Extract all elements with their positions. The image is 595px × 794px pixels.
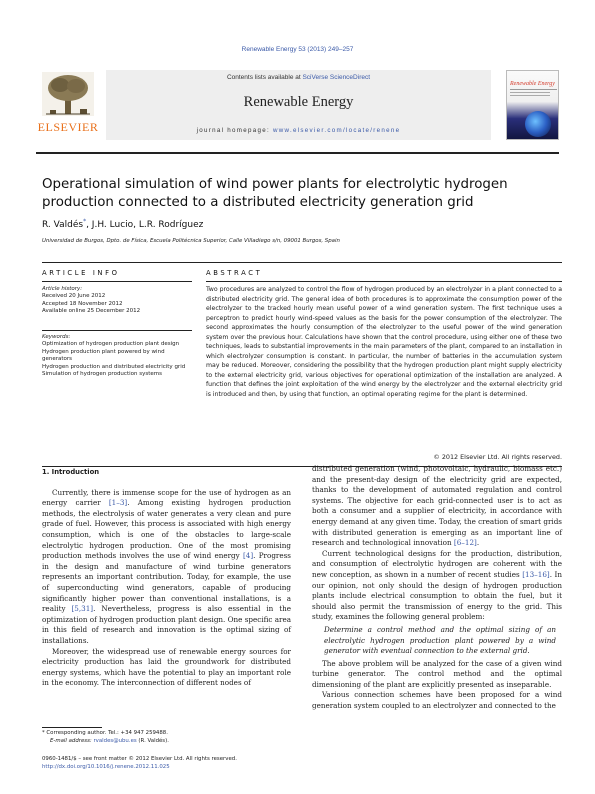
paragraph: Moreover, the widespread use of renewable energy sources for electricity production has laid the groundwork for distributed energy systems, which have the potential to play an important role in the economy. The interconnection of different nodes of — [42, 646, 291, 688]
history-label: Article history: — [42, 286, 83, 292]
keyword: Hydrogen production plant powered by wind generators — [42, 348, 165, 363]
elsevier-logo[interactable] — [36, 68, 100, 140]
info-rule — [42, 281, 192, 282]
keyword: Hydrogen production and distributed electricity grid — [42, 363, 186, 370]
body-left-column — [42, 467, 291, 689]
received-date: Received 20 June 2012 — [42, 293, 106, 300]
paragraph: The above problem will be analyzed for the case of a given wind turbine generator. The control method and the optimal dimensioning of the plant are explicitly presented as inseparable. — [312, 658, 562, 689]
paragraph: distributed generation (wind, photovoltaic, hydraulic, biomass etc.) and the present-day design of the electricity grid are expected, thanks to the development of automated regulation and control systems. The objective for each grid-connected user is to act as both a consumer and a supplier of electricity, in accordance with energy demand at any given time. Today, the creation of smart grids with distributed generation is emerging as an important line of research and technological innovation [6–12]. — [312, 464, 562, 548]
online-date: Available online 25 December 2012 — [42, 308, 141, 315]
cover-title: Renewable Energy — [510, 81, 555, 87]
copyright-notice: © 2012 Elsevier Ltd. All rights reserved. — [433, 453, 562, 461]
contents-line — [106, 74, 491, 81]
journal-citation[interactable]: Renewable Energy 53 (2013) 249–257 — [241, 46, 354, 53]
abstract-text: Two procedures are analyzed to control the flow of hydrogen produced by an electrolyzer in a plant connected to a distributed electricity grid. The general idea of both procedures is to approximate the consumption power of the electrolyzer to the tracked hourly mean useful power of a wind generation system. The first technique uses a perceptron to predict hourly wind-speed values as the basis for the power consumption of the electrolyzer. The second approximates the hourly consumption of the electrolyzer to the useful power of the wind generation system over the previous hour. Calculations have shown that the control procedure, using either one of these two techniques, leads to substantial improvements in the main parameters of the plant, compared to an installation in which electrolyzer consumption is constant. In particular, the number of batteries in the accumulation system may be reduced. Moreover, considering the possibility that the hydrogen production plant might supply electricity to the external electricity grid, various objectives for operational optimization of the installation are analyzed. A function that defines the joint exploitation of the wind energy by the electrolyzer and the external electricity grid is introduced and then, by using that function, an optimal operating regime for the plant is determined. — [206, 286, 562, 399]
body-right-column — [312, 464, 562, 712]
journal-title: Renewable Energy — [243, 94, 354, 110]
authors — [42, 218, 203, 230]
journal-cover-image[interactable] — [506, 70, 559, 140]
email-link[interactable]: rvaldes@ubu.es — [93, 737, 137, 744]
title-rule — [42, 262, 562, 263]
citation-link[interactable]: [1–3] — [108, 498, 128, 508]
corresponding-author-note: * Corresponding author. Tel.: +34 947 259488. — [42, 730, 168, 736]
paper-title: Operational simulation of wind power plants for electrolytic hydrogen production connected to a distributed electricity generation grid — [42, 177, 508, 210]
accepted-date: Accepted 18 November 2012 — [42, 300, 123, 307]
author-rest: , J.H. Lucio, L.R. Rodríguez — [86, 220, 204, 230]
section-heading-introduction: 1. Introduction — [42, 468, 100, 476]
email-line: E-mail address: rvaldes@ubu.es (R. Valdés). — [50, 737, 169, 744]
article-history — [42, 286, 192, 316]
keywords — [42, 334, 192, 378]
sciencedirect-link[interactable]: SciVerse ScienceDirect — [302, 74, 371, 81]
citation-link[interactable]: [5,31] — [71, 604, 94, 614]
footnote-rule — [42, 727, 102, 728]
citation-link[interactable]: [13–16] — [522, 569, 550, 579]
abstract-rule — [206, 281, 562, 282]
affiliation: Universidad de Burgos, Dpto. de Física, Escuela Politécnica Superior, Calle Villadiego s/n, 09001 Burgos, Spain — [42, 238, 340, 244]
paragraph: Current technological designs for the production, distribution, and consumption of electrolytic hydrogen are coherent with the new conception, as shown in a number of recent studies [13–16]. In our opinion, not only should the design of hydrogen production plants include electrical consumption to obtain the fuel, but it should also permit the transmission of energy to the grid. This study, examines the following general problem: — [312, 548, 562, 622]
contents-prefix: Contents lists available at — [226, 74, 303, 81]
doi-link[interactable]: http://dx.doi.org/10.1016/j.renene.2012.11.025 — [42, 763, 170, 770]
paragraph: Currently, there is immense scope for the use of hydrogen as an energy carrier [1–3]. Among existing hydrogen production methods, the electrolysis of water generates a very clean and pure grade of fuel. However, this process is associated with high energy consumption, which is one of the obstacles to large-scale electrolytic hydrogen production. One of the most promising production methods involves the use of wind energy [4]. Progress in the design and manufacture of wind turbine generators represents an important contribution. Today, for example, the use of superconducting wind generators, capable of producing significantly higher power than conventional installations, is a reality [5,31]. Nevertheless, progress is also essential in the optimization of hydrogen production plant design. One specific area in this field of research and innovation is the optimal sizing of installations. — [42, 487, 291, 645]
footnote — [42, 730, 282, 745]
paragraph: Various connection schemes have been proposed for a wind generation system coupled to an electrolyzer and connected to the — [312, 690, 562, 711]
journal-banner — [106, 70, 491, 140]
keyword: Optimization of hydrogen production plant design — [42, 341, 180, 348]
homepage-prefix: journal homepage: — [196, 127, 273, 134]
keywords-label: Keywords: — [42, 334, 71, 340]
cover-orb-graphic — [525, 111, 551, 137]
author-first: R. Valdés — [42, 220, 84, 230]
issn-line: 0960-1481/$ – see front matter © 2012 Elsevier Ltd. All rights reserved. — [42, 756, 237, 762]
journal-masthead — [36, 68, 559, 154]
citation-link[interactable]: [4] — [242, 551, 254, 561]
keywords-rule — [42, 330, 192, 331]
abstract-heading: ABSTRACT — [206, 269, 263, 277]
corresponding-author-mark[interactable]: * — [83, 218, 87, 225]
elsevier-tree-icon — [42, 72, 94, 116]
masthead-rule — [36, 152, 559, 154]
journal-homepage — [106, 127, 491, 134]
publisher-name: ELSEVIER — [37, 120, 99, 134]
keyword: Simulation of hydrogen production systems — [42, 371, 162, 378]
cover-lines — [510, 89, 557, 101]
citation-link[interactable]: [6–12] — [453, 538, 477, 548]
homepage-link[interactable]: www.elsevier.com/locate/renene — [272, 127, 401, 134]
problem-statement-quote: Determine a control method and the optimal sizing of an electrolytic hydrogen production plant powered by a wind generator with eventual connection to the external grid. — [324, 624, 556, 656]
article-info-heading: ARTICLE INFO — [42, 269, 120, 277]
page-footer — [42, 756, 342, 771]
